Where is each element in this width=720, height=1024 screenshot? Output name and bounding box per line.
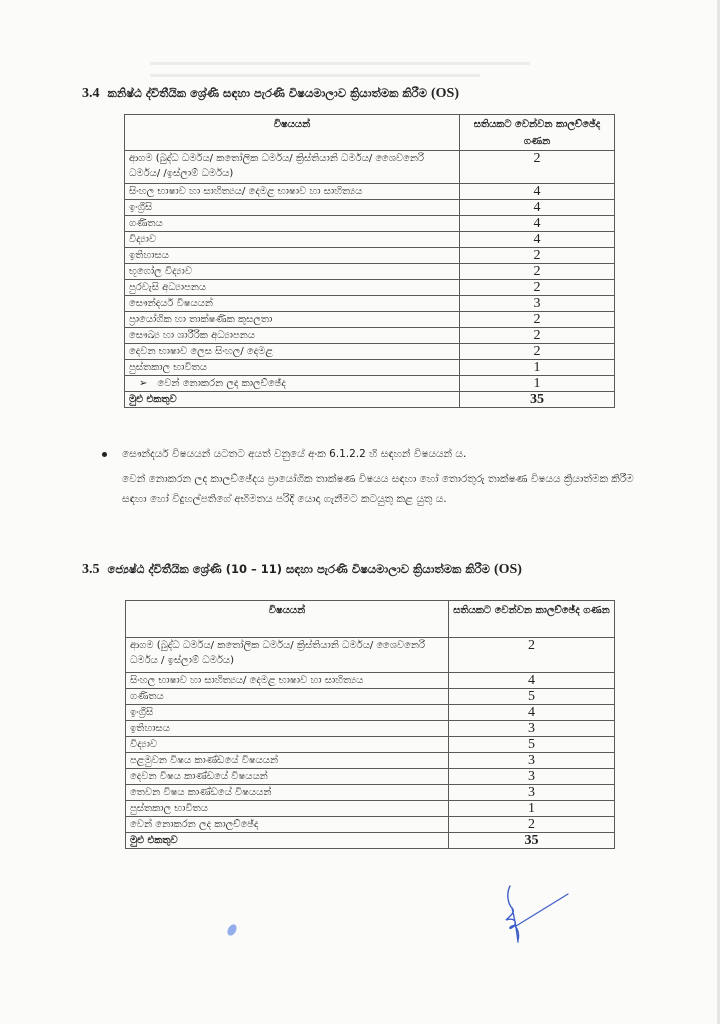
periods-cell: 1	[460, 376, 615, 392]
periods-cell: 2	[449, 638, 615, 673]
table-row	[125, 376, 615, 392]
subject-text: ප්‍රායෝගික හා තාක්ෂණික කුසලතා	[129, 314, 273, 325]
header-subjects: විෂයයන්	[126, 601, 449, 638]
table-row	[125, 184, 615, 200]
subject-text: පළමුවන විෂය කාණ්ඩයේ විෂයයන්	[130, 755, 279, 766]
subject-cell	[125, 184, 460, 200]
subject-cell	[126, 753, 449, 769]
total-row	[126, 833, 615, 849]
subject-cell	[125, 312, 460, 328]
periods-cell: 2	[460, 328, 615, 344]
subject-cell	[125, 151, 460, 184]
subject-cell	[126, 769, 449, 785]
table-row	[126, 721, 615, 737]
signature	[500, 882, 580, 952]
table-row	[126, 689, 615, 705]
table-row	[125, 360, 615, 376]
subject-cell	[125, 232, 460, 248]
table-row	[126, 673, 615, 689]
table-row	[125, 151, 615, 184]
total-value: 35	[449, 833, 615, 849]
subject-cell	[125, 328, 460, 344]
table-row	[126, 638, 615, 673]
subject-cell	[125, 200, 460, 216]
periods-cell: 4	[460, 216, 615, 232]
subject-cell	[125, 296, 460, 312]
subject-text: වෙන් නොකරන ලද කාලච්ඡේද	[130, 819, 259, 830]
table-row	[126, 737, 615, 753]
subject-text: ගණිතය	[129, 218, 163, 229]
table-row	[125, 344, 615, 360]
section-3-4-title: 3.4 කනිෂ්ඨ ද්විතීයික ශ්‍රේණි සඳහා පැරණි විෂයමාලාව ක්‍රියාත්මක කිරීම (OS)	[82, 86, 459, 101]
subject-text: ඉංග්‍රීසි	[129, 202, 153, 213]
periods-cell: 2	[460, 344, 615, 360]
subject-cell	[126, 638, 449, 673]
total-value: 35	[460, 392, 615, 408]
table-row	[126, 769, 615, 785]
periods-cell: 4	[449, 705, 615, 721]
subject-cell	[125, 248, 460, 264]
subject-text: ගණිතය	[130, 691, 164, 702]
periods-cell: 3	[460, 296, 615, 312]
table-header-row	[126, 601, 615, 638]
periods-cell: 3	[449, 721, 615, 737]
periods-cell: 2	[460, 248, 615, 264]
total-label: මුළු එකතුව	[126, 833, 449, 849]
subject-cell	[126, 673, 449, 689]
subject-text: සෞන්දර්ය විෂයයන්	[129, 298, 214, 309]
subject-cell	[126, 801, 449, 817]
subject-text: පුරවැසි අධ්‍යාපනය	[129, 282, 207, 293]
total-row	[125, 392, 615, 408]
table-row	[125, 248, 615, 264]
arrow-bullet-icon: ➢	[139, 378, 148, 389]
table-3-5	[125, 600, 615, 849]
table-row	[125, 328, 615, 344]
header-periods: සතියකට වෙන්වන කාලච්ඡේද ගණන	[460, 115, 615, 151]
subject-text: සිංහල භාෂාව හා සාහිත්‍යය/ දෙමළ භාෂාව හා සාහිත්‍යය	[129, 186, 363, 197]
subject-text: දෙවන භාෂාව ලෙස සිංහල/ දෙමළ	[129, 346, 273, 357]
periods-cell: 2	[460, 312, 615, 328]
periods-cell: 5	[449, 737, 615, 753]
periods-cell: 3	[449, 785, 615, 801]
header-periods: සතියකට වෙන්වන කාලච්ඡේද ගණන	[449, 601, 615, 638]
table-row	[126, 785, 615, 801]
table-row	[125, 312, 615, 328]
subject-text: සිංහල භාෂාව හා සාහිත්‍යය/ දෙමළ භාෂාව හා සාහිත්‍යය	[130, 675, 364, 686]
subject-text: තෙවන විෂය කාණ්ඩයේ විෂයයන්	[130, 787, 272, 798]
subject-text: පුස්තකාල භාවිතය	[130, 803, 208, 814]
table-row	[125, 200, 615, 216]
table-header-row	[125, 115, 615, 151]
periods-cell: 1	[460, 360, 615, 376]
periods-cell: 2	[449, 817, 615, 833]
subject-cell	[126, 721, 449, 737]
subject-cell	[126, 705, 449, 721]
section-3-5-title: 3.5 ජ්‍යෙෂ්ඨ ද්විතීයික ශ්‍රේණි (10 – 11) සඳහා පැරණි විෂයමාලාව ක්‍රියාත්මක කිරීම (OS)	[82, 562, 522, 577]
subject-cell	[125, 376, 460, 392]
subject-cell	[126, 737, 449, 753]
table-row	[125, 232, 615, 248]
bullet-icon	[102, 452, 107, 457]
subject-cell	[126, 785, 449, 801]
subject-text: ඉංග්‍රීසි	[130, 707, 154, 718]
ink-blot	[225, 922, 239, 938]
subject-text: ඉතිහාසය	[129, 250, 169, 261]
periods-cell: 4	[460, 200, 615, 216]
subject-cell	[125, 264, 460, 280]
subject-text: වෙන් නොකරන ලද කාලච්ඡේද	[157, 378, 286, 389]
table-row	[125, 280, 615, 296]
subject-text: සෞඛ්‍ය හා ශාරීරික අධ්‍යාපනය	[129, 330, 255, 341]
table-row	[126, 753, 615, 769]
subject-cell	[125, 344, 460, 360]
table-row	[126, 705, 615, 721]
table-row	[125, 216, 615, 232]
table-3-4	[124, 114, 615, 408]
subject-cell	[126, 817, 449, 833]
subject-text: දෙවන විෂය කාණ්ඩයේ විෂයයන්	[130, 771, 268, 782]
bleed-through-line	[150, 74, 480, 77]
subject-cell	[125, 360, 460, 376]
table-row	[125, 296, 615, 312]
total-label: මුළු එකතුව	[125, 392, 460, 408]
table-row	[126, 817, 615, 833]
subject-text: ආගම (බුද්ධ ධර්මය/ කතෝලික ධර්මය/ ක්‍රිස්තියානි ධර්මය/ ශෛවනෙරි ධර්මය / ඉස්ලාම් ධර්මය)	[130, 640, 426, 666]
subject-text: විද්‍යාව	[129, 234, 157, 245]
table-row	[125, 264, 615, 280]
subject-cell	[125, 216, 460, 232]
note-paragraph: වෙන් නොකරන ලද කාලච්ඡේදය ප්‍රායෝගික තාක්ෂණ විෂයය සඳහා හෝ තොරතුරු තාක්ෂණ විෂයය ක්‍රියාත්මක කිරීම සඳහා හෝ විදුහල්පතිගේ අභිමතය පරිදි යොදා ගැනීමට කටයුතු කළ යුතු ය.	[122, 473, 634, 505]
subject-cell	[125, 280, 460, 296]
subject-cell	[126, 689, 449, 705]
subject-text: විද්‍යාව	[130, 739, 158, 750]
subject-text: ආගම (බුද්ධ ධර්මය/ කතෝලික ධර්මය/ ක්‍රිස්තියානි ධර්මය/ ශෛවනෙරි ධර්මය/ /ඉස්ලාම් ධර්මය)	[129, 153, 425, 179]
periods-cell: 2	[460, 280, 615, 296]
bullet-note: සෞන්දර්ය විෂයයන් යටතට අයත් වනුයේ අංක 6.1.2.2 හි සඳහන් විෂයයන් ය.	[122, 448, 467, 460]
periods-cell: 4	[449, 673, 615, 689]
periods-cell: 3	[449, 753, 615, 769]
subject-text: ඉතිහාසය	[130, 723, 170, 734]
table-row	[126, 801, 615, 817]
periods-cell: 3	[449, 769, 615, 785]
subject-text: පුස්තකාල භාවිතය	[129, 362, 207, 373]
subject-text: භූගෝල විද්‍යාව	[129, 266, 193, 277]
periods-cell: 5	[449, 689, 615, 705]
header-subjects: විෂයයන්	[125, 115, 460, 151]
bleed-through-line	[150, 62, 530, 65]
periods-cell: 4	[460, 184, 615, 200]
periods-cell: 4	[460, 232, 615, 248]
periods-cell: 2	[460, 264, 615, 280]
periods-cell: 1	[449, 801, 615, 817]
periods-cell: 2	[460, 151, 615, 184]
